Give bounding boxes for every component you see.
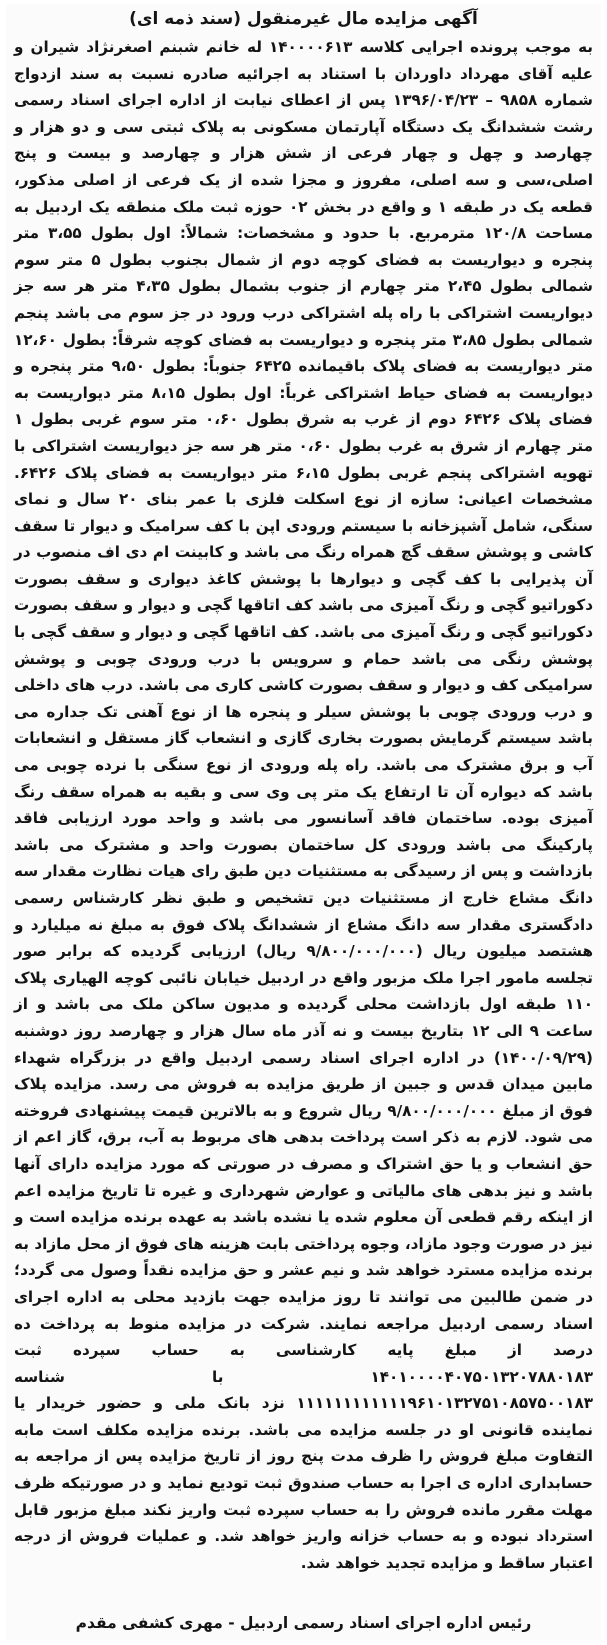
auction-notice [6, 4, 601, 1640]
notice-signature: رئیس اداره اجرای اسناد رسمی اردبیل - مهری کشفی مقدم [75, 1614, 532, 1632]
notice-body: به موجب پرونده اجرایی کلاسه ۱۴۰۰۰۰۶۱۳ له خانم شبنم اصغرنژاد شیران و علیه آقای مهرداد داوردان با استناد به اجرائیه صادره نسبت به سند ازدواج شماره ۹۸۵۸ – ۱۳۹۶/۰۴/۲۳ پس از اعطای نیابت از اداره اجرای اسناد رسمی رشت ششدانگ یک دستگاه آپارتمان مسکونی به پلاک ثبتی سی و دو هزار و چهارصد و چهل و چهار فرعی از شش هزار و چهارصد و بیست و پنج اصلی،سی و سه اصلی، مفروز و مجزا شده از یک فرعی از اصلی مذکور، قطعه یک در طبقه ۱ و واقع در بخش ۰۲ حوزه ثبت ملک منطقه یک اردبیل به مساحت ۱۲۰/۸ مترمربع. با حدود و مشخصات: شمالاً: اول بطول ۳،۵۵ متر پنجره و دیواریست به فضای کوچه دوم از شمال بجنوب بطول ۵ متر سوم شمالی بطول ۲،۴۵ متر چهارم از جنوب بشمال بطول ۴،۳۵ متر هر سه جز دیواریست اشتراکی با راه پله اشتراکی درب ورود در جز سوم می باشد پنجم شمالی بطول ۳،۸۵ متر پنجره و دیواریست به فضای کوچه شرقاً: بطول ۱۲،۶۰ متر دیواریست به فضای پلاک باقیمانده ۶۴۲۵ جنوباً: بطول ۹،۵۰ متر پنجره و دیواریست به فضای حیاط اشتراکی غرباً: اول بطول ۸،۱۵ متر دیواریست به فضای پلاک ۶۴۲۶ دوم از غرب به شرق بطول ۰،۶۰ متر سوم غربی بطول ۱ متر چهارم از شرق به غرب بطول ۰،۶۰ متر هر سه جز دیواریست اشتراکی با تهویه اشتراکی پنجم غربی بطول ۶،۱۵ متر دیواریست به فضای پلاک ۶۴۲۶. مشخصات اعیانی: سازه از نوع اسکلت فلزی با عمر بنای ۲۰ سال و نمای سنگی، شامل آشپزخانه با سیستم ورودی اپن با کف سرامیک و دیوار تا سقف کاشی و پوشش سقف گچ همراه رنگ می باشد و کابینت ام دی اف منصوب در آن پذیرایی با کف گچی و دیوارها با پوشش کاغذ دیواری و سقف بصورت دکوراتیو گچی و رنگ آمیزی می باشد کف اتاقها گچی و دیوار و سقف بصورت دکوراتیو گچی و رنگ آمیزی می باشد. کف اتاقها گچی و دیوار و سقف گچی با پوشش رنگی می باشد حمام و سرویس با درب ورودی چوبی و پوشش سرامیکی کف و دیوار و سقف بصورت کاشی کاری می باشد. درب های داخلی و درب ورودی چوبی با پوشش سیلر و پنجره ها از نوع آهنی تک جداره می باشد سیستم گرمایش بصورت بخاری گازی و انشعاب گاز مستقل و انشعابات آب و برق مشترک می باشد. راه پله ورودی از نوع سنگی با نرده چوبی می باشد که دیواره آن تا ارتفاع یک متر پی وی سی و بقیه به همراه سقف رنگ آمیزی بوده. ساختمان فاقد آسانسور می باشد و واحد مورد ارزیابی فاقد پارکینگ می باشد ورودی کل ساختمان بصورت واحد و مشترک می باشد بازداشت و پس از رسیدگی به مستثنیات دین طبق رای هیات نظارت مقدار سه دانگ مشاع خارج از مستثنیات دین تشخیص و طبق نظر کارشناس رسمی دادگستری مقدار سه دانگ مشاع از ششدانگ پلاک فوق به مبلغ نه میلیارد و هشتصد میلیون ریال (۹/۸۰۰/۰۰۰/۰۰۰ ریال) ارزیابی گردیده که برابر صور تجلسه مامور اجرا ملک مزبور واقع در اردبیل خیابان نائبی کوچه الهیاری پلاک ۱۱۰ طبقه اول بازداشت محلی گردیده و مدیون ساکن ملک می باشد و از ساعت ۹ الی ۱۲ بتاریخ بیست و نه آذر ماه سال هزار و چهارصد روز دوشنبه (۱۴۰۰/۰۹/۲۹) در اداره اجرای اسناد رسمی اردبیل واقع در بزرگراه شهداء مابین میدان قدس و جبین از طریق مزایده به فروش می رسد. مزایده پلاک فوق از مبلغ ۹/۸۰۰/۰۰۰/۰۰۰ ریال شروع و به بالاترین قیمت پیشنهادی فروخته می شود. لازم به ذکر است پرداخت بدهی های مربوط به آب، برق، گاز اعم از حق انشعاب و یا حق اشتراک و مصرف در صورتی که مورد مزایده دارای آنها باشد و نیز بدهی های مالیاتی و عوارض شهرداری و غیره تا تاریخ مزایده اعم از اینکه رقم قطعی آن معلوم شده یا نشده باشد به عهده برنده مزایده است و نیز در صورت وجود مازاد، وجوه پرداختی بابت هزینه های فوق از محل مازاد به برنده مزایده مسترد خواهد شد و نیم عشر و حق مزایده نقداً وصول می گردد؛ در ضمن طالبین می توانند تا روز مزایده جهت بازدید محلی به اداره اجرای اسناد رسمی اردبیل مراجعه نمایند. شرکت در مزایده منوط به پرداخت ده درصد از مبلغ پایه کارشناسی به حساب سپرده ثبت ۱۴۰۱۰۰۰۰۴۰۷۵۰۱۳۲۰۷۸۸۰۱۸۳ با شناسه ۱۱۱۱۱۱۱۱۱۱۱۱۹۶۱۰۱۳۲۷۵۱۰۸۵۷۵۰۰۱۸۳ نزد بانک ملی و حضور خریدار یا نماینده قانونی او در جلسه مزایده می باشد. برنده مزایده مکلف است مابه التفاوت مبلغ فروش را ظرف مدت پنج روز از تاریخ مزایده پس از مراجعه به حسابداری اداره ی اجرا به حساب صندوق ثبت تودیع نماید و در صورتیکه ظرف مهلت مقرر مانده فروش را به حساب سپرده ثبت واریز نکند مبلغ مزبور قابل استرداد نبوده و به حساب خزانه واریز خواهد شد. و عملیات فروش از درجه اعتبار ساقط و مزایده تجدید خواهد شد. [14, 38, 594, 1572]
notice-title: آگهی مزایده مال غیرمنقول (سند ذمه ای) [129, 9, 478, 29]
